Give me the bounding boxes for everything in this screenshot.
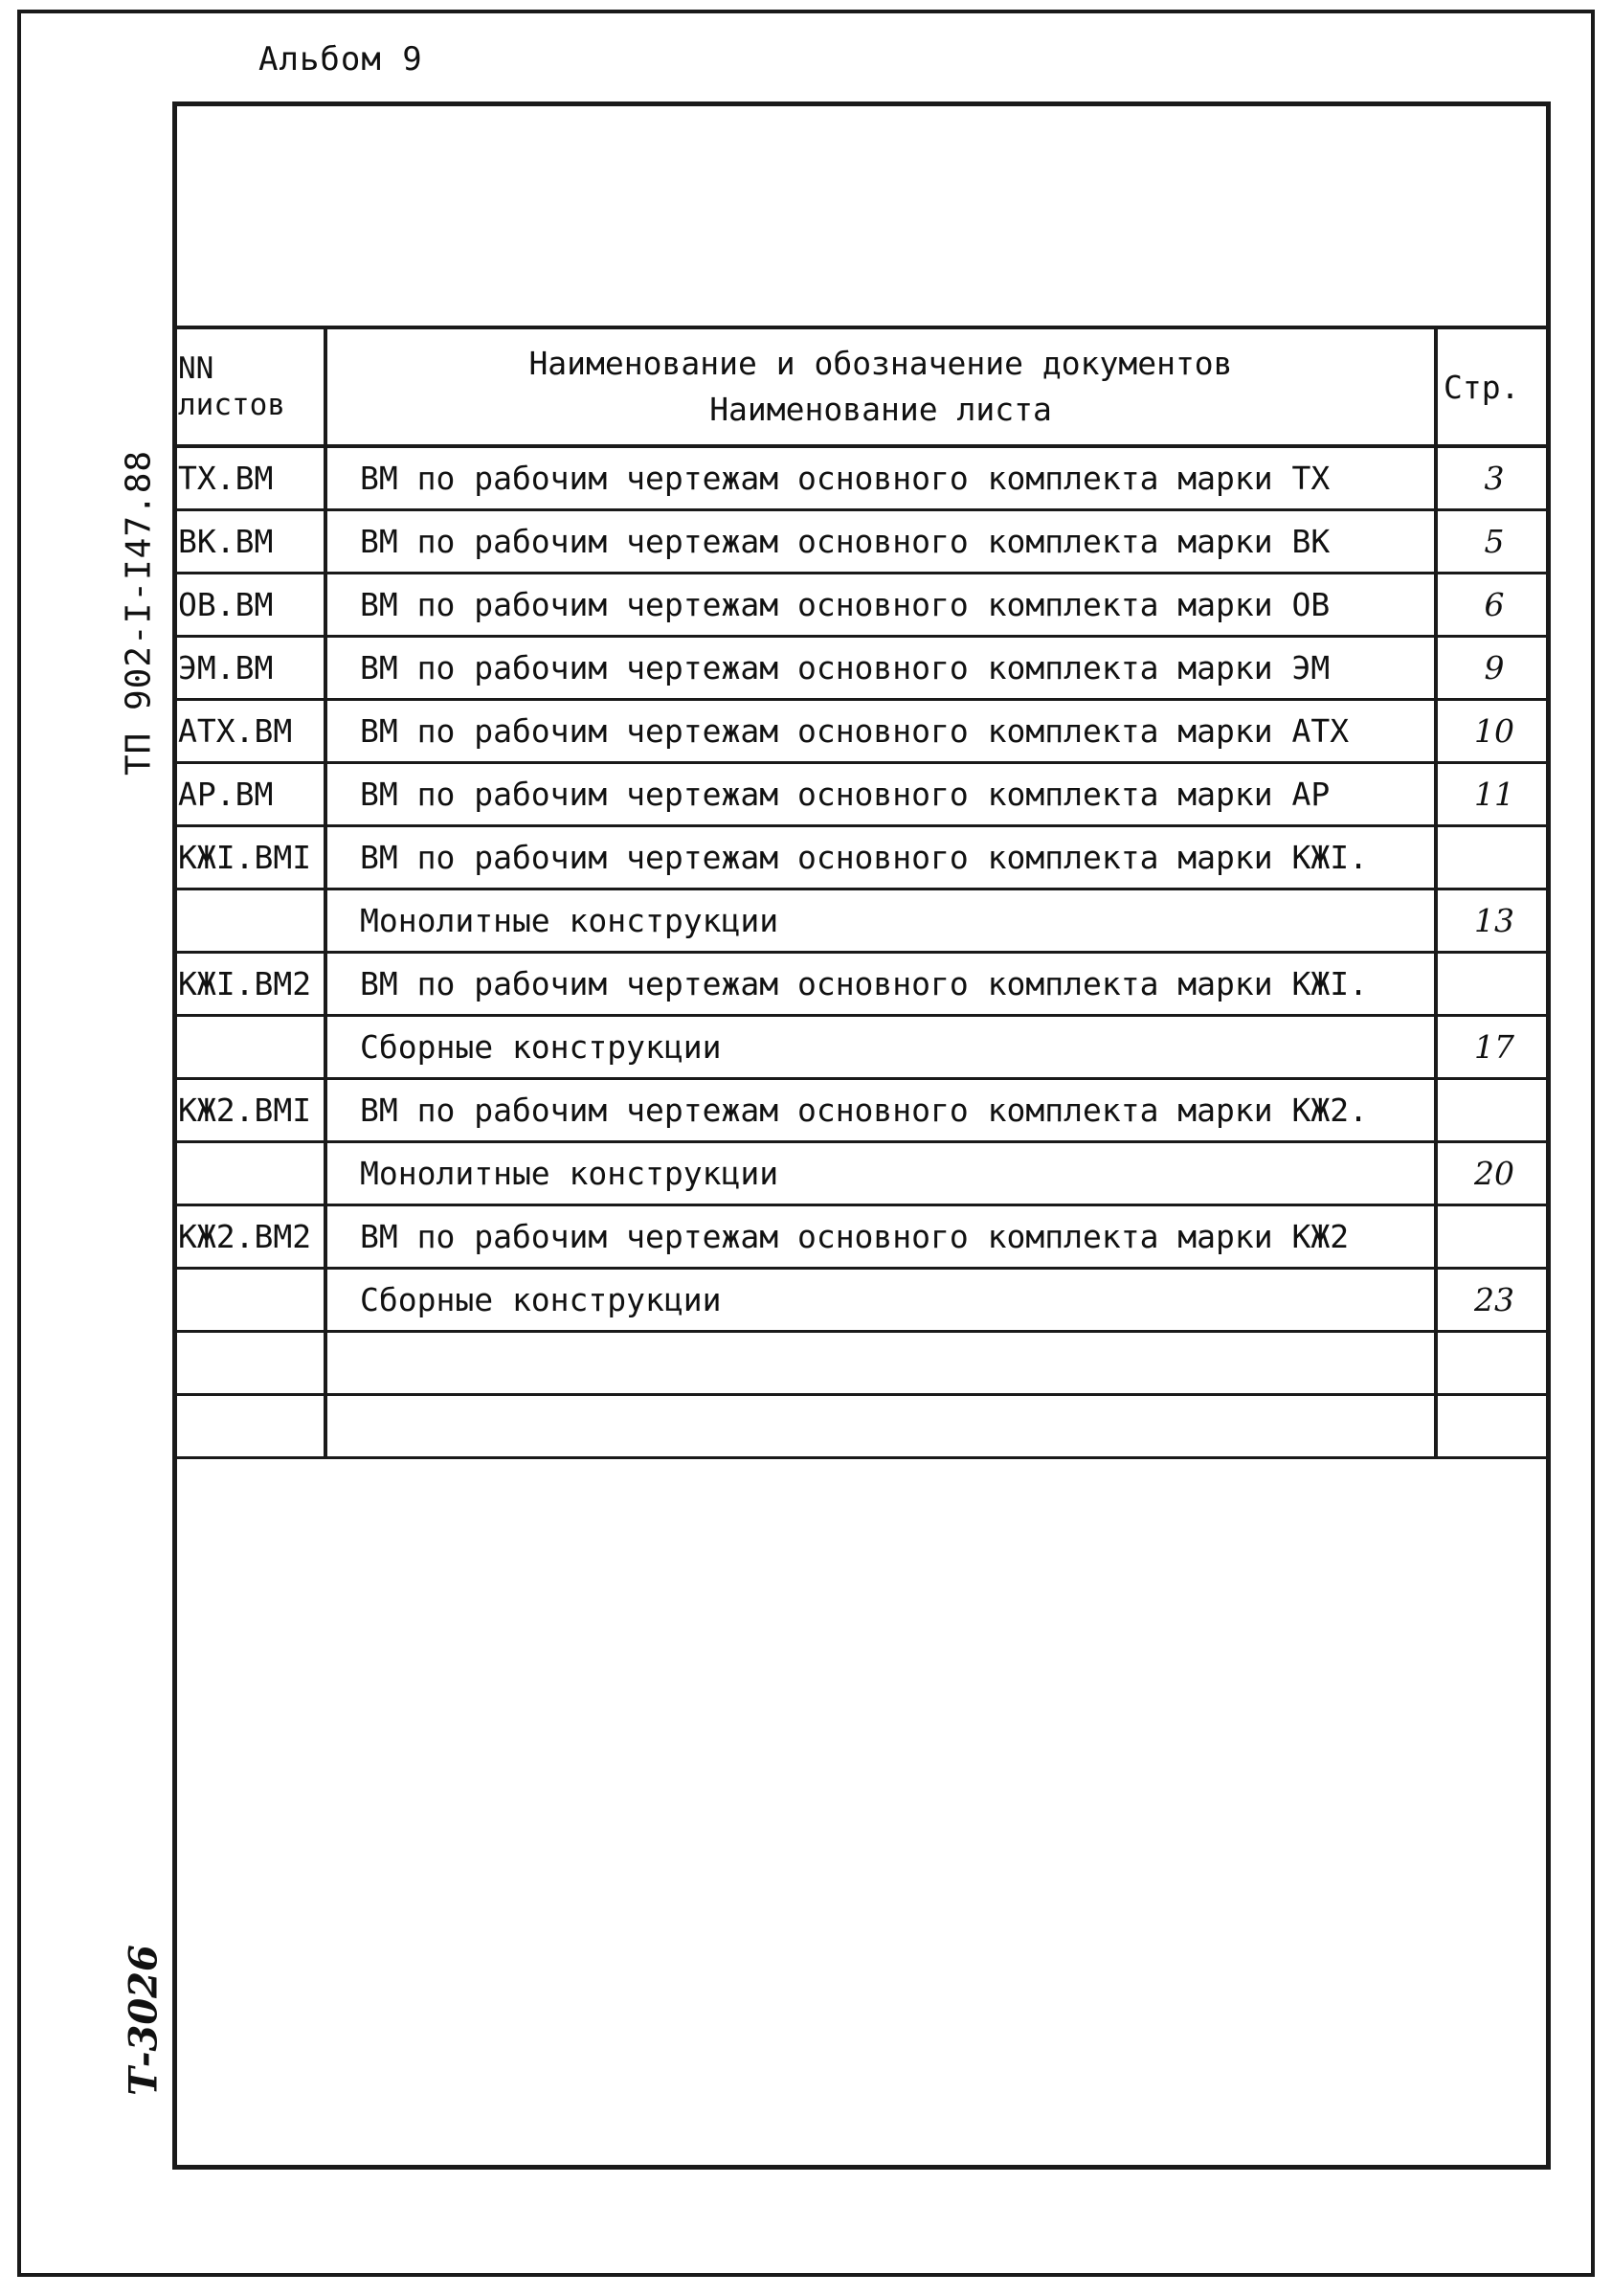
row-document-name: Сборные конструкции [325,1015,1436,1078]
row-page-number: 13 [1474,901,1514,939]
row-document-name: Монолитные конструкции [325,1141,1436,1204]
table-row [172,573,1551,636]
header-page: Стр. [1444,368,1520,406]
header-num-line2: листов [178,388,285,422]
row-page-number: 20 [1474,1154,1514,1192]
table-row [172,762,1551,825]
row-document-name: ВМ по рабочим чертежам основного комплекта марки ТХ [325,446,1436,509]
header-num-line1: NN [178,351,214,386]
row-page-number: 6 [1484,585,1505,623]
table-row [172,1268,1551,1331]
row-sheet-number: КЖI.ВМI [172,825,325,889]
row-sheet-number: ТХ.ВМ [172,446,325,509]
row-sheet-number [172,1141,325,1204]
row-page-number: 5 [1484,522,1505,560]
row-page-number: 10 [1474,711,1514,750]
row-document-name: ВМ по рабочим чертежам основного комплекта марки ВК [325,509,1436,573]
row-sheet-number: ВК.ВМ [172,509,325,573]
row-document-name: Монолитные конструкции [325,889,1436,952]
table-row [172,699,1551,762]
row-document-name: ВМ по рабочим чертежам основного комплекта марки КЖI. [325,825,1436,889]
header-sheet-number [172,327,325,446]
row-page-number [1436,825,1551,889]
row-document-name: ВМ по рабочим чертежам основного комплекта марки АТХ [325,699,1436,762]
row-document-name: ВМ по рабочим чертежам основного комплекта марки КЖ2. [325,1078,1436,1141]
row-page-number [1436,1394,1551,1457]
table-row [172,1204,1551,1268]
header-name-line2: Наименование листа [709,391,1052,428]
table-row [172,1394,1551,1457]
row-document-name: ВМ по рабочим чертежам основного комплекта марки КЖI. [325,952,1436,1015]
table-row [172,446,1551,509]
row-page-number [1436,952,1551,1015]
table-row [172,825,1551,889]
table-row [172,509,1551,573]
row-sheet-number: КЖ2.ВМ2 [172,1204,325,1268]
table-row [172,1141,1551,1204]
document-code: ТП 902-I-I47.88 [119,449,159,777]
row-sheet-number: АР.ВМ [172,762,325,825]
row-page-number [1436,1331,1551,1394]
row-sheet-number [172,889,325,952]
row-document-name: ВМ по рабочим чертежам основного комплекта марки КЖ2 [325,1204,1436,1268]
contents-table [172,326,1551,1459]
album-label: Альбом 9 [258,40,423,79]
row-document-name: ВМ по рабочим чертежам основного комплекта марки ЭМ [325,636,1436,699]
row-sheet-number: ЭМ.ВМ [172,636,325,699]
row-document-name: ВМ по рабочим чертежам основного комплекта марки ОВ [325,573,1436,636]
row-document-name: Сборные конструкции [325,1268,1436,1331]
table-row [172,952,1551,1015]
row-sheet-number: КЖI.ВМ2 [172,952,325,1015]
inventory-number: Т-3026 [121,1945,167,2096]
table-row [172,889,1551,952]
row-page-number: 23 [1474,1280,1514,1318]
row-sheet-number: АТХ.ВМ [172,699,325,762]
row-page-number: 9 [1484,648,1505,687]
table-header-row [172,327,1551,446]
row-page-number: 3 [1484,459,1505,497]
row-sheet-number [172,1394,325,1457]
row-page-number: 11 [1474,775,1514,813]
row-sheet-number: ОВ.ВМ [172,573,325,636]
row-document-name [325,1394,1436,1457]
table-body [172,446,1551,1457]
header-name-line1: Наименование и обозначение документов [528,345,1233,382]
row-page-number [1436,1204,1551,1268]
row-document-name [325,1331,1436,1394]
row-page-number: 17 [1474,1027,1514,1066]
row-sheet-number: КЖ2.ВМI [172,1078,325,1141]
table-row [172,636,1551,699]
table-row [172,1015,1551,1078]
table-row [172,1078,1551,1141]
header-document-name [325,327,1436,446]
table-row [172,1331,1551,1394]
row-sheet-number [172,1015,325,1078]
contents-table-wrap [172,326,1551,1459]
row-page-number [1436,1078,1551,1141]
row-document-name: ВМ по рабочим чертежам основного комплекта марки АР [325,762,1436,825]
row-sheet-number [172,1331,325,1394]
row-sheet-number [172,1268,325,1331]
